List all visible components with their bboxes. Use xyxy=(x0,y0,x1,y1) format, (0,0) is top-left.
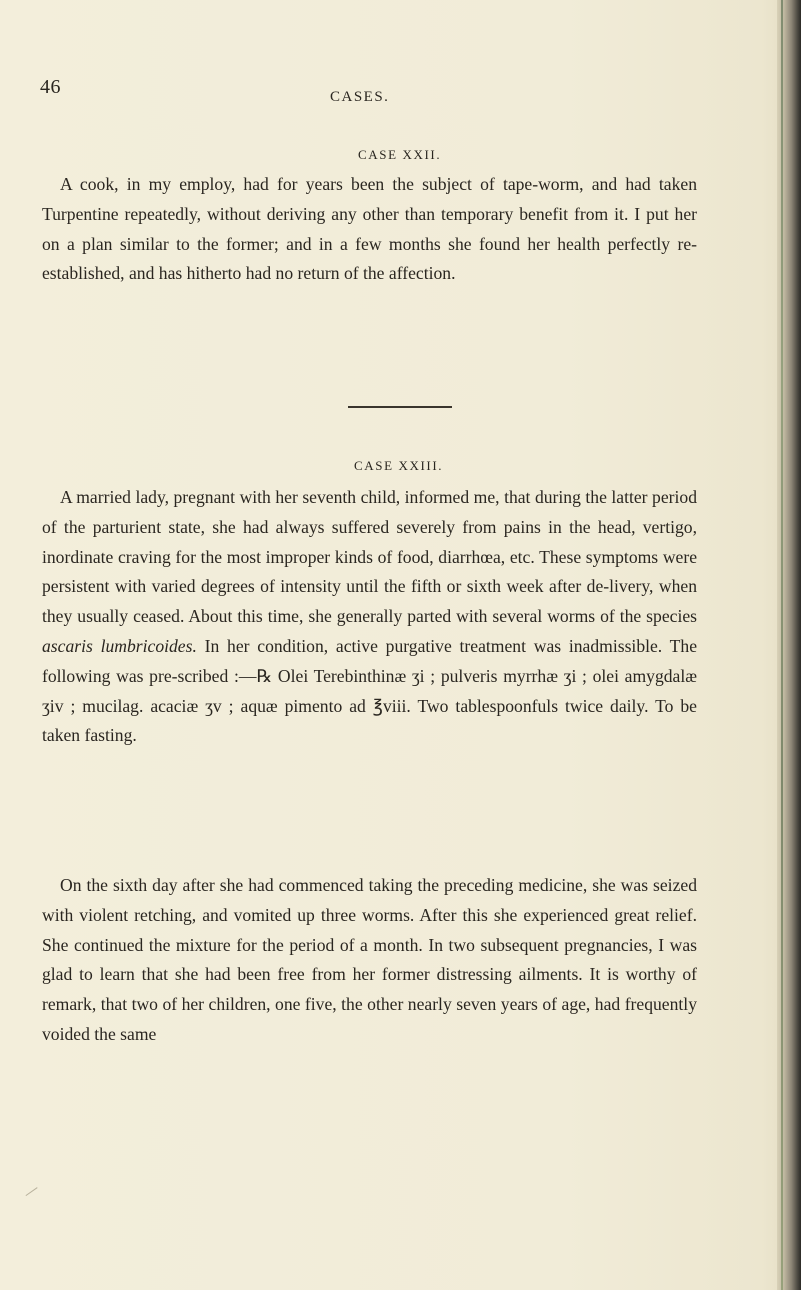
case-xxiii-text-2: On the sixth day after she had commenced taking the preceding medicine, she was seized with violent retching, and vomited up three worms. After this she experienced great relief. She continued the mixture for the period of a month. In two subsequent pregnancies, I was glad to learn that she had been free from her former distressing ailments. It is worthy of remark, that two of her children, one five, the other nearly seven years of age, had frequently voided the same xyxy=(42,875,697,1044)
case-xxiii-text-1a: A married lady, pregnant with her seventh child, informed me, that during the latter period of the parturient state, she had always suffered severely from pains in the head, vertigo, inordinate craving for the most improper kinds of food, diarrhœa, etc. These symptoms were persistent with varied degrees of intensity until the fifth or sixth week after de-livery, when they usually ceased. About this time, she generally parted with several worms of the species xyxy=(42,487,697,627)
page-number: 46 xyxy=(40,76,61,98)
case-xxiii-heading: CASE XXIII. xyxy=(354,458,444,473)
section-divider xyxy=(348,406,452,408)
case-xxiii-paragraph-1 xyxy=(42,483,697,751)
paper-mark xyxy=(26,1187,45,1206)
case-xxiii-paragraph-2 xyxy=(42,871,697,1050)
case-xxii-heading: CASE XXII. xyxy=(358,147,442,162)
binding-shadow-line xyxy=(781,0,783,1290)
case-xxii-paragraph xyxy=(42,170,697,289)
case-xxiii-text-1b: In her condition, active purgative treatment was inadmissible. The following was pre-scribed :—℞ Olei Terebinthinæ ʒi ; pulveris myrrhæ ʒi ; olei amygdalæ ʒiv ; mucilag. acaciæ ʒv ; aquæ pimento ad ℥viii. Two tablespoonfuls twice daily. To be taken fasting. xyxy=(42,635,698,746)
case-xxii-text: A cook, in my employ, had for years been the subject of tape-worm, and had taken Turpentine repeatedly, without deriving any other than temporary benefit from it. I put her on a plan similar to the former; and in a few months she found her health perfectly re-established, and has hitherto had no return of the affection. xyxy=(42,174,697,284)
running-head: CASES. xyxy=(330,89,390,105)
species-name: ascaris lumbricoides. xyxy=(42,635,197,656)
